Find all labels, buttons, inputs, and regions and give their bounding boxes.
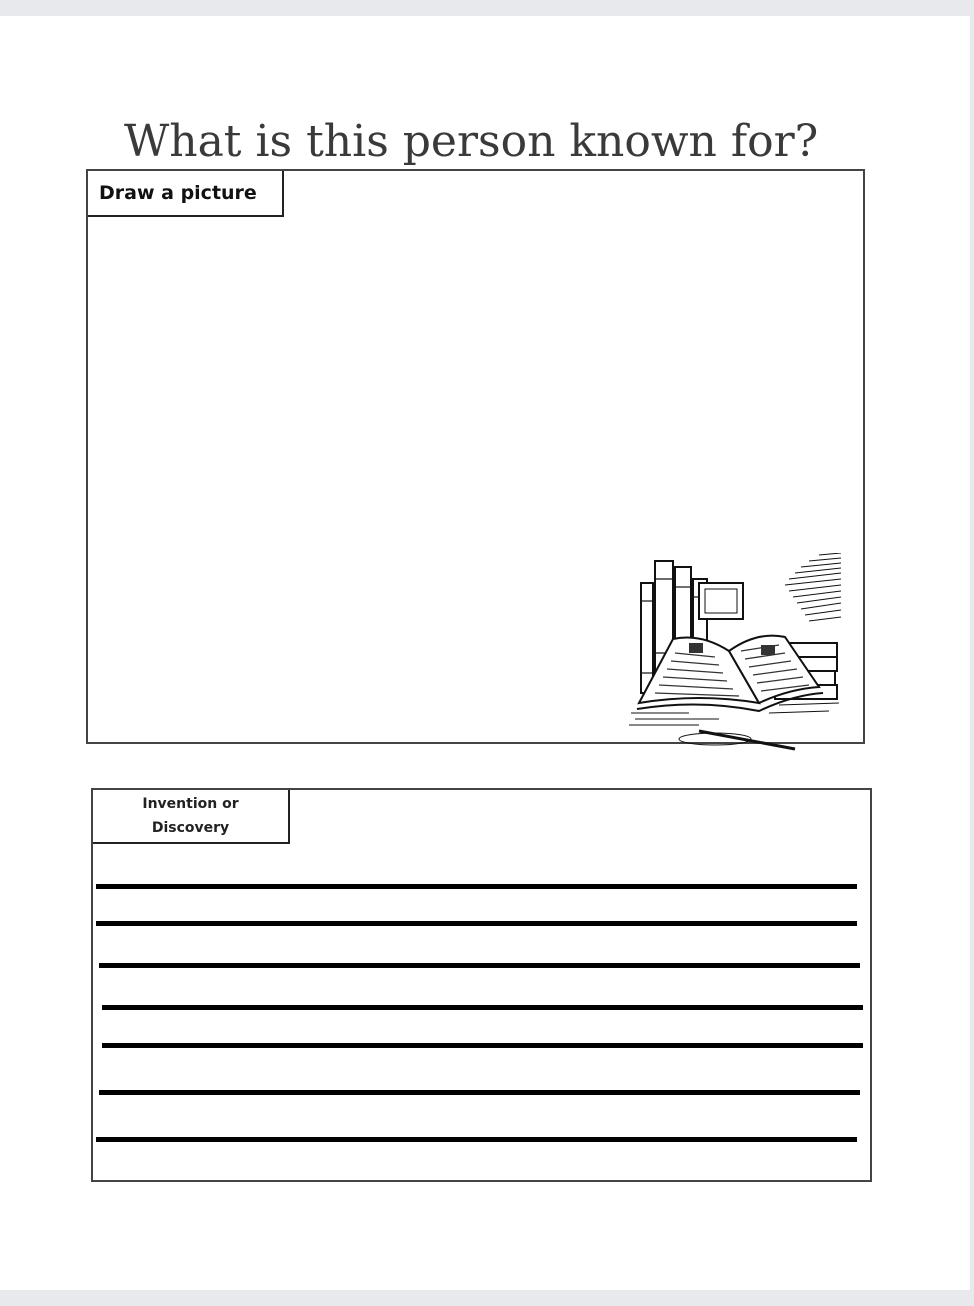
page-title: What is this person known for? <box>124 116 819 167</box>
writing-line[interactable] <box>99 963 860 968</box>
writing-line[interactable] <box>99 1090 860 1095</box>
invention-label-line1: Invention or <box>142 796 239 812</box>
draw-picture-label: Draw a picture <box>88 171 284 217</box>
writing-line[interactable] <box>102 1005 863 1010</box>
worksheet-page <box>0 16 970 1290</box>
writing-line[interactable] <box>102 1043 863 1048</box>
books-and-quill-icon <box>629 553 849 753</box>
writing-line[interactable] <box>96 921 857 926</box>
writing-line[interactable] <box>96 884 857 889</box>
invention-discovery-label <box>93 790 290 844</box>
invention-label-line2: Discovery <box>151 820 230 836</box>
draw-picture-box[interactable] <box>86 169 865 744</box>
invention-discovery-box[interactable] <box>91 788 872 1182</box>
writing-line[interactable] <box>96 1137 857 1142</box>
